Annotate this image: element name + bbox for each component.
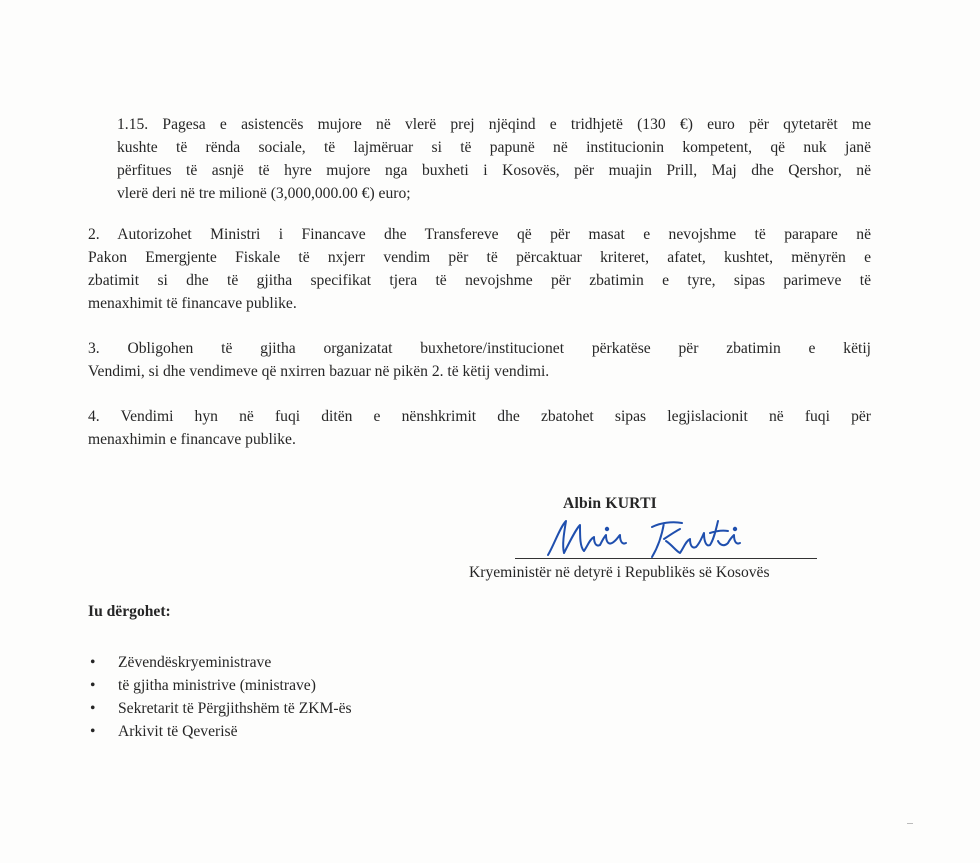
signature-line [515,558,817,559]
bullet-icon: • [90,654,96,671]
bullet-icon: • [90,723,96,740]
paragraph-1-15 [117,113,871,205]
recipients-list [88,651,352,743]
paragraph-line: menaxhimit të financave publike. [88,295,297,312]
paragraph-line: 2. Autorizohet Ministri i Financave dhe Transfereve që për masat e nevojshme të parapare në [88,226,871,243]
paragraph-line: vlerë deri në tre milionë (3,000,000.00 €) euro; [117,185,411,202]
paragraph-line: 4. Vendimi hyn në fuqi ditën e nënshkrimit dhe zbatohet sipas legjislacionit në fuqi për [88,408,871,425]
scan-edge-mark [907,823,913,824]
paragraph-line: 1.15. Pagesa e asistencës mujore në vlerë prej njëqind e tridhjetë (130 €) euro për qytetarët me [117,116,871,133]
signature-strokes [548,521,740,557]
recipients-heading: Iu dërgohet: [88,603,171,620]
paragraph-line: Pakon Emergjente Fiskale të nxjerr vendim për të përcaktuar kriteret, afatet, kushtet, mënyrën e [88,249,871,266]
list-item-label: Zëvendëskryeministrave [118,654,272,671]
paragraph-3 [88,337,871,383]
signer-title: Kryeministër në detyrë i Republikës së Kosovës [469,564,770,581]
list-item-label: të gjitha ministrive (ministrave) [118,677,316,694]
signer-name: Albin KURTI [563,495,657,512]
paragraph-line: zbatimit si dhe të gjitha specifikat tjera të nevojshme për zbatimin e tyre, sipas parimeve të [88,272,871,289]
paragraph-2 [88,223,871,315]
paragraph-line: menaxhimin e financave publike. [88,431,296,448]
paragraph-line: kushte të rënda sociale, të lajmëruar si të papunë në institucionin kompetent, që nuk janë [117,139,871,156]
list-item-label: Arkivit të Qeverisë [118,723,238,740]
bullet-icon: • [90,677,96,694]
list-item [88,720,352,743]
paragraph-line: 3. Obligohen të gjitha organizatat buxhetore/institucionet përkatëse për zbatimin e këtij [88,340,871,357]
list-item-label: Sekretarit të Përgjithshëm të ZKM-ës [118,700,352,717]
list-item [88,697,352,720]
paragraph-4 [88,405,871,451]
paragraph-line: përfitues të asnjë të hyre mujore nga buxheti i Kosovës, për muajin Prill, Maj dhe Qershor, në [117,162,871,179]
bullet-icon: • [90,700,96,717]
list-item [88,674,352,697]
paragraph-line: Vendimi, si dhe vendimeve që nxirren bazuar në pikën 2. të këtij vendimi. [88,363,550,380]
list-item [88,651,352,674]
